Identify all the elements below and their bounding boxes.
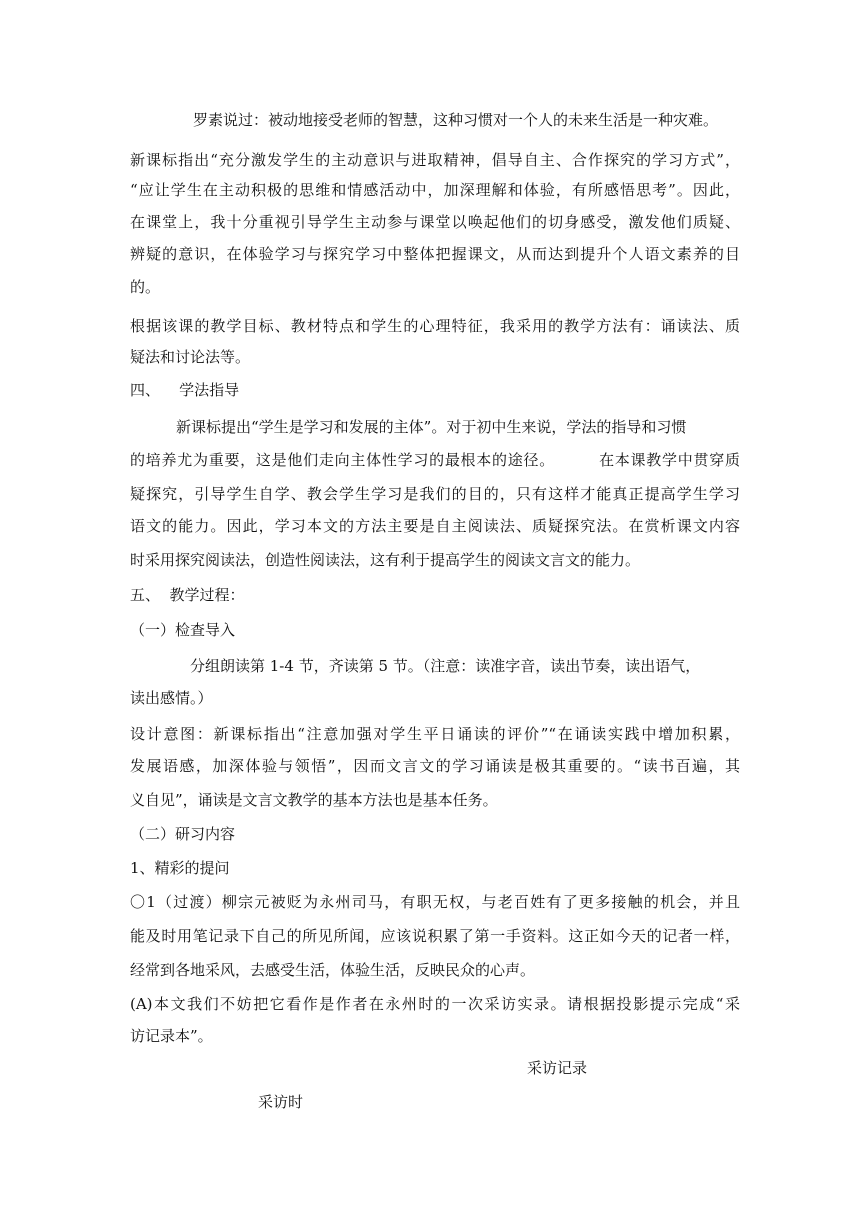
paragraph-line: 能及时用笔记录下自己的所见所闻，应该说积累了第一手资料。这正如今天的记者一样， [130,927,740,945]
paragraph-line: 读出感情。） [130,689,213,707]
paragraph-line: 发展语感，加深体验与领悟”，因而文言文的学习诵读是极其重要的。“读书百遍，其 [130,757,740,775]
paragraph-line: 新课标提出“学生是学习和发展的主体”。对于初中生来说，学法的指导和习惯 [176,418,687,436]
list-heading: 1、精彩的提问 [130,859,230,877]
paragraph-line: 根据该课的教学目标、教材特点和学生的心理特征，我采用的教学方法有：诵读法、质 [130,317,740,335]
paragraph-line: 〇1（过渡）柳宗元被贬为永州司马，有职无权，与老百姓有了更多接触的机会，并且 [130,893,740,911]
paragraph-line: 语文的能力。因此，学习本文的方法主要是自主阅读法、质疑探究法。在赏析课文内容 [130,517,740,535]
section-heading: 五、 教学过程： [130,586,245,604]
record-title: 采访记录 [527,1059,588,1077]
paragraph-line: 义自见”，诵读是文言文教学的基本方法也是基本任务。 [130,791,498,809]
paragraph-line: 访记录本”。 [130,1027,213,1045]
record-field-label: 采访时 [258,1093,304,1111]
paragraph-line: 设计意图：新课标指出“注意加强对学生平日诵读的评价”“在诵读实践中增加积累， [130,725,740,743]
paragraph-line: 经常到各地采风，去感受生活，体验生活，反映民众的心声。 [130,961,536,979]
paragraph-line: (A)本文我们不妨把它看作是作者在永州时的一次采访实录。请根据投影提示完成“采 [130,995,740,1013]
paragraph-line: 时采用探究阅读法，创造性阅读法，这有利于提高学生的阅读文言文的能力。 [130,551,641,569]
paragraph-line: 的。 [130,278,161,296]
paragraph-line: 分组朗读第 1-4 节，齐读第 5 节。（注意：读准字音，读出节奏，读出语气， [190,657,701,675]
section-heading: 四、 学法指导 [130,381,240,399]
subsection-heading: （一）检查导入 [130,621,236,639]
paragraph-line: 新课标指出“充分激发学生的主动意识与进取精神，倡导自主、合作探究的学习方式”， [130,151,740,169]
paragraph-line: 的培养尤为重要，这是他们走向主体性学习的最根本的途径。 在本课教学中贯穿质 [130,451,740,469]
paragraph-line: “应让学生在主动积极的思维和情感活动中，加深理解和体验，有所感悟思考”。因此， [130,181,740,199]
paragraph-line: 辨疑的意识，在体验学习与探究学习中整体把握课文，从而达到提升个人语文素养的目 [130,245,740,263]
paragraph-line: 罗素说过：被动地接受老师的智慧，这种习惯对一个人的未来生活是一种灾难。 [193,111,719,129]
paragraph-line: 疑探究，引导学生自学、教会学生学习是我们的目的，只有这样才能真正提高学生学习 [130,485,740,503]
subsection-heading: （二）研习内容 [130,825,236,843]
paragraph-line: 疑法和讨论法等。 [130,348,251,366]
paragraph-line: 在课堂上，我十分重视引导学生主动参与课堂以唤起他们的切身感受，激发他们质疑、 [130,213,740,231]
